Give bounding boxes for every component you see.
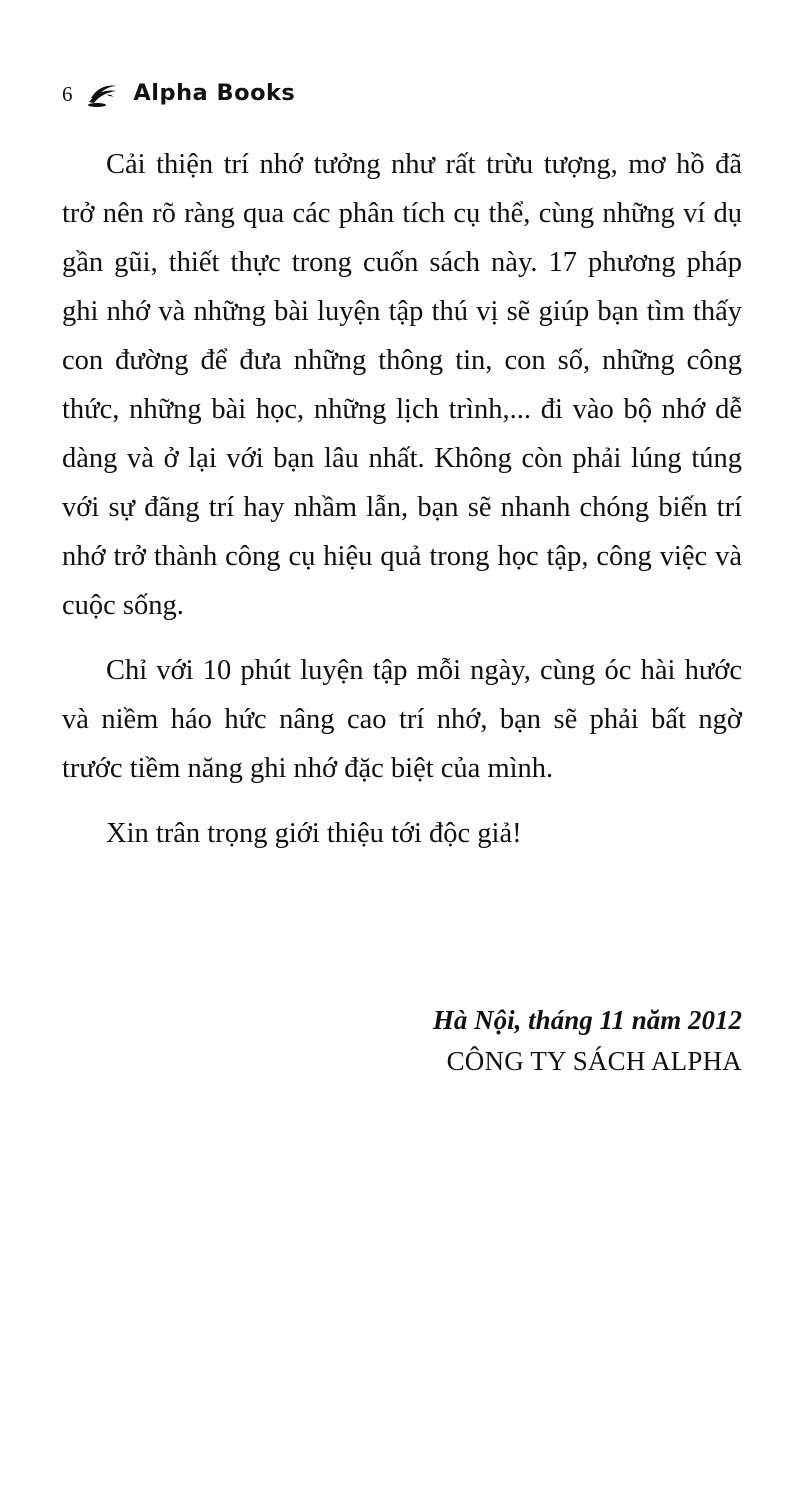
paragraph: Cải thiện trí nhớ tưởng như rất trừu tượng, mơ hồ đã trở nên rõ ràng qua các phân tích cụ thể, cùng những ví dụ gần gũi, thiết thực trong cuốn sách này. 17 phương pháp ghi nhớ và những bài luyện tập thú vị sẽ giúp bạn tìm thấy con đường để đưa những thông tin, con số, những công thức, những bài học, những lịch trình,... đi vào bộ nhớ dễ dàng và ở lại với bạn lâu nhất. Không còn phải lúng túng với sự đãng trí hay nhầm lẫn, bạn sẽ nhanh chóng biến trí nhớ trở thành công cụ hiệu quả trong học tập, công việc và cuộc sống. [62,149,742,621]
page-number: 6 [62,81,73,106]
brand-wordmark: Alpha Books [132,81,295,106]
alpha-books-swoosh-icon [87,79,121,109]
running-header [62,74,742,114]
place-and-date: Hà Nội, tháng 11 năm 2012 [432,1005,742,1035]
paragraph: Xin trân trọng giới thiệu tới độc giả! [106,818,522,849]
paragraph: Chỉ với 10 phút luyện tập mỗi ngày, cùng óc hài hước và niềm háo hức nâng cao trí nhớ, bạn sẽ phải bất ngờ trước tiềm năng ghi nhớ đặc biệt của mình. [62,655,742,784]
publisher-name: CÔNG TY SÁCH ALPHA [446,1046,742,1076]
signoff-block [62,1000,742,1082]
page-body [62,140,742,874]
